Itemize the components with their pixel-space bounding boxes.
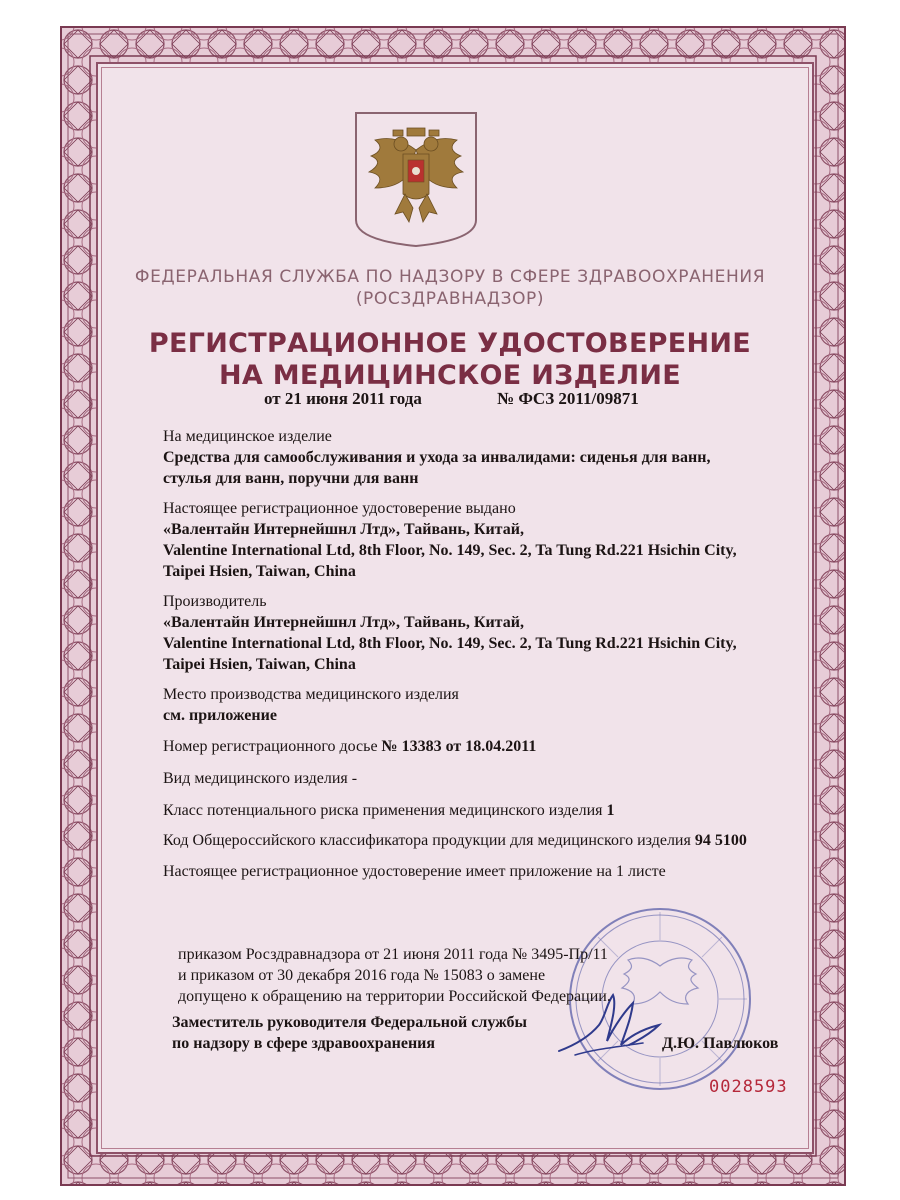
order-line1: приказом Росздравнадзора от 21 июня 2011 года № 3495-Пр/11 [178,946,608,963]
document-title: РЕГИСТРАЦИОННОЕ УДОСТОВЕРЕНИЕ [148,328,752,359]
okp-code-label: Код Общероссийского классификатора продукции для медицинского изделия [163,832,691,849]
order-line2: и приказом от 30 декабря 2016 года № 15083 о замене [178,967,546,984]
production-place-value: см. приложение [163,707,277,724]
production-place-label: Место производства медицинского изделия [163,686,459,703]
agency-name: ФЕДЕРАЛЬНАЯ СЛУЖБА ПО НАДЗОРУ В СФЕРЕ ЗДРАВООХРАНЕНИЯ [134,267,766,287]
issued-to-line2: Valentine International Ltd, 8th Floor, No. 149, Sec. 2, Ta Tung Rd.221 Hsichin City, [163,542,737,559]
signatory-position-line2: по надзору в сфере здравоохранения [172,1035,436,1052]
device-type-label: Вид медицинского изделия - [163,770,358,787]
issued-to-label: Настоящее регистрационное удостоверение выдано [163,500,516,517]
dossier-label: Номер регистрационного досье [163,738,378,755]
dossier-line [163,736,536,757]
issued-to-line3: Taipei Hsien, Taiwan, China [163,563,356,580]
signatory-name: Д.Ю. Павлюков [662,1035,779,1052]
certificate-date: от 21 июня 2011 года [264,389,422,408]
okp-code-value: 94 5100 [694,832,747,849]
device-label: На медицинское изделие [163,428,332,445]
appendix-note: Настоящее регистрационное удостоверение имеет приложение на 1 листе [163,863,666,880]
device-name-line2: стулья для ванн, поручни для ванн [163,470,419,487]
manufacturer-line3: Taipei Hsien, Taiwan, China [163,656,356,673]
dossier-value: № 13383 от 18.04.2011 [381,738,537,755]
serial-number: 0028593 [709,1077,788,1097]
risk-class-label: Класс потенциального риска применения медицинского изделия [163,802,603,819]
device-name-line1: Средства для самообслуживания и ухода за инвалидами: сиденья для ванн, [163,449,711,466]
manufacturer-line2: Valentine International Ltd, 8th Floor, No. 149, Sec. 2, Ta Tung Rd.221 Hsichin City, [163,635,737,652]
risk-class-line [163,800,615,821]
agency-abbreviation: (РОСЗДРАВНАДЗОР) [355,289,545,309]
manufacturer-label: Производитель [163,593,267,610]
risk-class-value: 1 [606,802,615,819]
issued-to-line1: «Валентайн Интернейшнл Лтд», Тайвань, Китай, [163,521,524,538]
order-line3: допущено к обращению на территории Российской Федерации. [178,988,611,1005]
certificate-number: № ФСЗ 2011/09871 [497,389,639,408]
manufacturer-line1: «Валентайн Интернейшнл Лтд», Тайвань, Китай, [163,614,524,631]
document-subtitle: НА МЕДИЦИНСКОЕ ИЗДЕЛИЕ [218,360,682,391]
okp-code-line [163,830,747,851]
signatory-position-line1: Заместитель руководителя Федеральной службы [172,1014,527,1031]
double-headed-eagle-emblem [353,110,479,248]
